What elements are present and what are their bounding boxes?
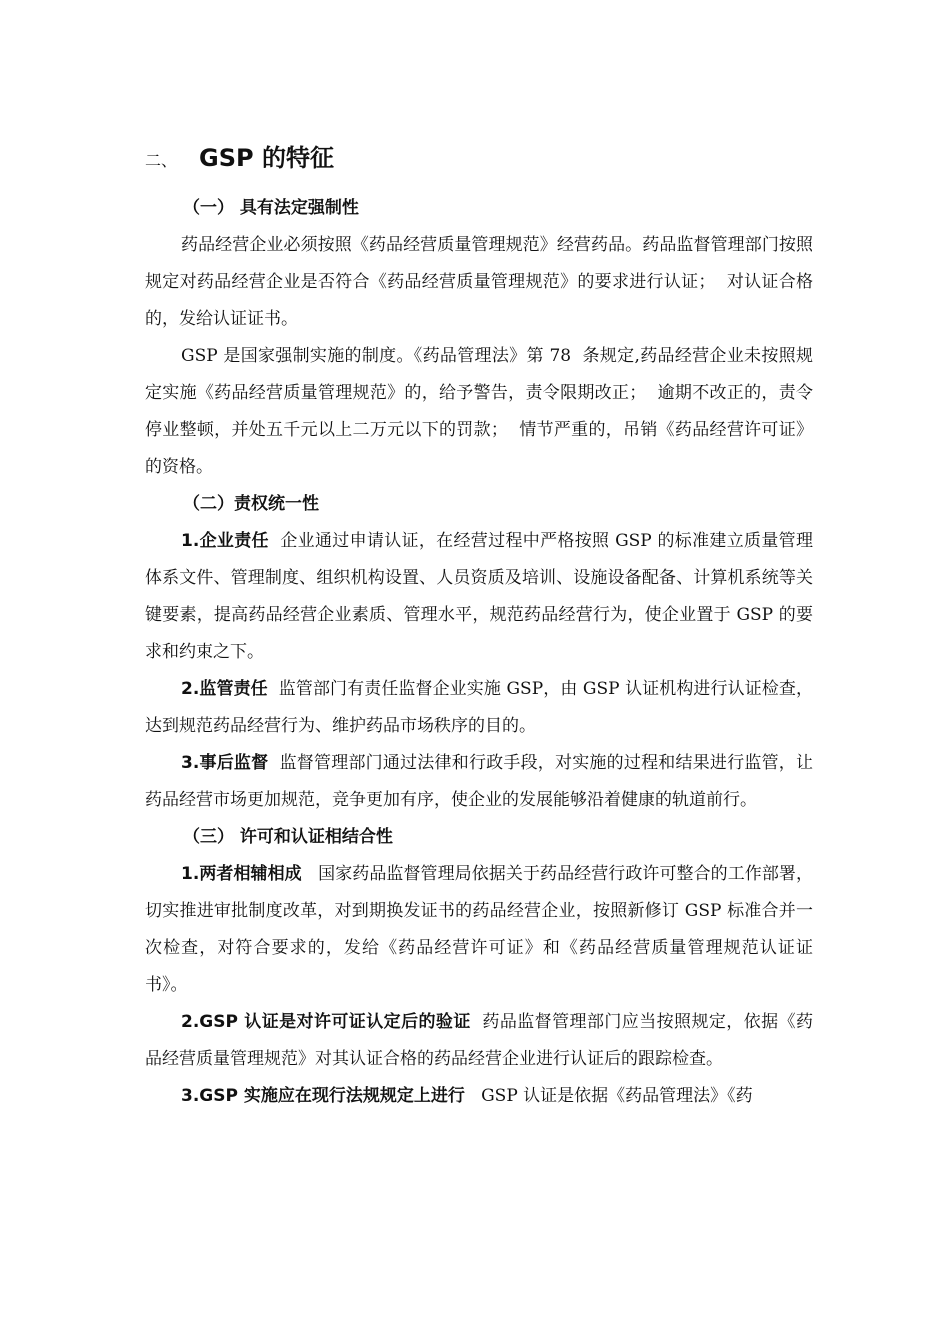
paragraph-lead: 2.GSP 认证是对许可证认定后的验证	[181, 1012, 471, 1032]
sub-heading: （一） 具有法定强制性	[183, 198, 359, 218]
paragraph	[145, 1078, 813, 1115]
paragraph-text: 监管部门有责任监督企业实施 GSP，由 GSP 认证机构进行认证检查，达到规范药品经营行为、维护药品市场秩序的目的。	[145, 679, 813, 736]
paragraph	[145, 745, 813, 819]
section-number: 二、	[145, 151, 178, 170]
paragraph	[145, 856, 813, 1004]
paragraph	[145, 338, 813, 486]
sub-heading: （三） 许可和认证相结合性	[183, 827, 393, 847]
paragraph	[145, 1004, 813, 1078]
paragraph	[145, 227, 813, 338]
paragraph-lead: 2.监管责任	[181, 679, 268, 699]
paragraph-lead: 3.GSP 实施应在现行法规规定上进行	[181, 1086, 465, 1106]
paragraph	[145, 523, 813, 671]
section-title-text: GSP 的特征	[199, 144, 334, 172]
paragraph-text: 药品经营企业必须按照《药品经营质量管理规范》经营药品。药品监督管理部门按照规定对药品经营企业是否符合《药品经营质量管理规范》的要求进行认证； 对认证合格的，发给认证证书。	[145, 235, 813, 329]
sub-heading: （二）责权统一性	[183, 494, 319, 514]
paragraph-text: GSP 是国家强制实施的制度。《药品管理法》第 78 条规定,药品经营企业未按照规定实施《药品经营质量管理规范》的，给予警告，责令限期改正； 逾期不改正的，责令停业整顿，并处五千元以上二万元以下的罚款； 情节严重的，吊销《药品经营许可证》的资格。	[145, 346, 813, 477]
paragraph-text: 药品监督管理部门应当按照规定，依据《药品经营质量管理规范》对其认证合格的药品经营企业进行认证后的跟踪检查。	[145, 1012, 813, 1069]
paragraph-text: 监督管理部门通过法律和行政手段，对实施的过程和结果进行监管，让药品经营市场更加规范，竞争更加有序，使企业的发展能够沿着健康的轨道前行。	[145, 753, 813, 810]
paragraph	[145, 671, 813, 745]
paragraph-lead: 1.两者相辅相成	[181, 864, 302, 884]
document-body	[145, 190, 813, 1115]
paragraph-text: GSP 认证是依据《药品管理法》《药	[464, 1086, 753, 1106]
paragraph-text: 国家药品监督管理局依据关于药品经营行政许可整合的工作部署，切实推进审批制度改革，对到期换发证书的药品经营企业，按照新修订 GSP 标准合并一次检查，对符合要求的，发给《药品经营许可证》和《药品经营质量管理规范认证证书》。	[145, 864, 813, 995]
paragraph-lead: 3.事后监督	[181, 753, 269, 773]
paragraph-text: 企业通过申请认证，在经营过程中严格按照 GSP 的标准建立质量管理体系文件、管理制度、组织机构设置、人员资质及培训、设施设备配备、计算机系统等关键要素，提高药品经营企业素质、管理水平，规范药品经营行为，使企业置于 GSP 的要求和约束之下。	[145, 531, 813, 662]
paragraph-lead: 1.企业责任	[181, 531, 269, 551]
section-title	[145, 138, 334, 173]
